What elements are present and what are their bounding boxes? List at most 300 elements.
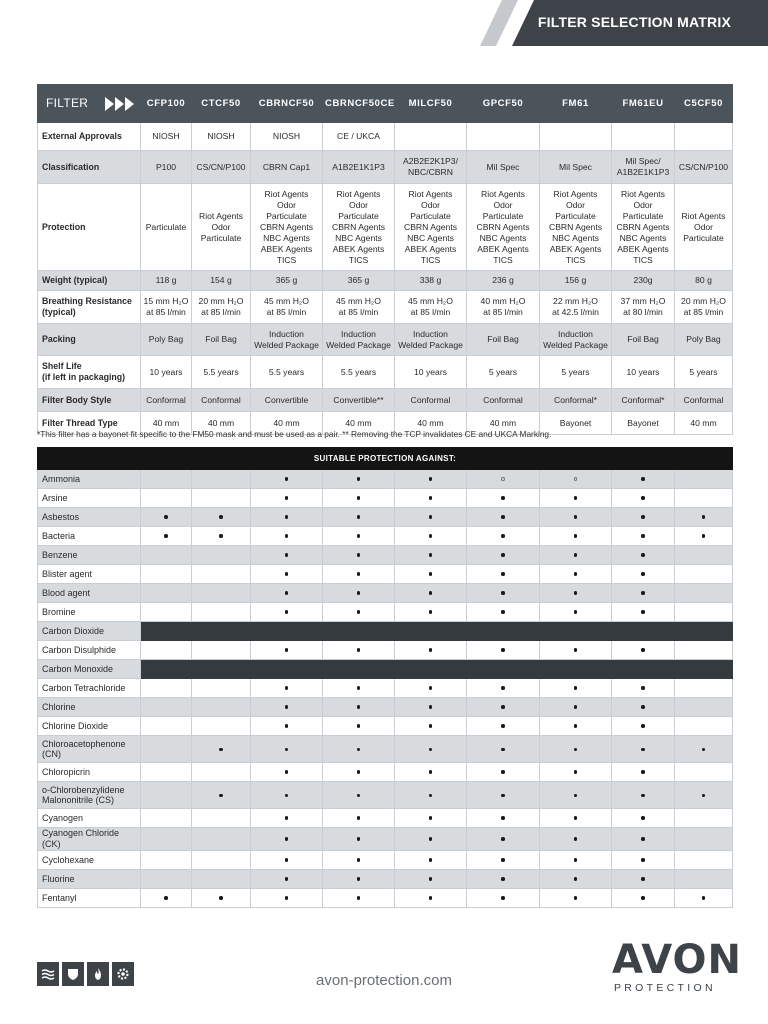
- protection-cell: [323, 603, 395, 622]
- suitable-dot-icon: [574, 591, 578, 595]
- spec-cell: Foil Bag: [467, 324, 540, 356]
- protection-cell: [675, 889, 733, 908]
- protection-cell: [141, 603, 192, 622]
- spec-cell: Riot Agents Odor Particulate CBRN Agents NBC Agents ABEK Agents TICS: [251, 184, 323, 271]
- protection-cell: [141, 546, 192, 565]
- protection-cell: [467, 828, 540, 851]
- protection-cell: [467, 470, 540, 489]
- suitable-dot-icon: [357, 686, 361, 690]
- protection-cell: [251, 489, 323, 508]
- protection-cell: [251, 508, 323, 527]
- suitable-dot-icon: [285, 477, 289, 481]
- protection-cell: [323, 828, 395, 851]
- spec-cell: 45 mm H₂O at 85 l/min: [251, 291, 323, 324]
- protection-row: [38, 565, 733, 584]
- spec-cell: 45 mm H₂O at 85 l/min: [323, 291, 395, 324]
- spec-cell: CE / UKCA: [323, 123, 395, 151]
- protection-cell: [612, 870, 675, 889]
- spec-row-label: Packing: [38, 324, 141, 356]
- spec-cell: CBRN Cap1: [251, 151, 323, 184]
- protection-row-label: Bromine: [38, 603, 141, 622]
- suitable-dot-icon: [429, 572, 433, 576]
- suitable-dot-icon: [285, 591, 289, 595]
- suitable-dot-icon: [641, 591, 645, 595]
- protection-cell: [540, 763, 612, 782]
- suitable-dot-icon: [357, 553, 361, 557]
- spec-table: [37, 84, 733, 435]
- suitable-dot-icon: [641, 648, 645, 652]
- protection-row-label: Ammonia: [38, 470, 141, 489]
- spec-row-label: External Approvals: [38, 123, 141, 151]
- protection-cell: [675, 584, 733, 603]
- protection-cell: [540, 470, 612, 489]
- protection-cell: [141, 736, 192, 763]
- protection-cell: [323, 470, 395, 489]
- spec-cell: Conformal: [192, 389, 251, 412]
- suitable-dot-icon: [219, 515, 223, 519]
- protection-cell: [675, 641, 733, 660]
- protection-cell: [612, 809, 675, 828]
- protection-cell: [675, 489, 733, 508]
- partial-ring-icon: [574, 477, 578, 481]
- protection-cell: [251, 809, 323, 828]
- protection-cell: [323, 870, 395, 889]
- column-header: CBRNCF50CE: [323, 85, 395, 123]
- protection-cell: [612, 641, 675, 660]
- protection-cell: [323, 641, 395, 660]
- protection-cell: [395, 470, 467, 489]
- protection-row: [38, 763, 733, 782]
- protection-cell: [467, 527, 540, 546]
- protection-cell: [395, 603, 467, 622]
- protection-cell: [323, 679, 395, 698]
- protection-cell: [467, 508, 540, 527]
- suitable-dot-icon: [429, 515, 433, 519]
- spec-cell: Induction Welded Package: [540, 324, 612, 356]
- protection-cell: [251, 763, 323, 782]
- protection-cell: [323, 736, 395, 763]
- suitable-dot-icon: [219, 748, 223, 752]
- spec-cell: [675, 123, 733, 151]
- protection-cell: [395, 736, 467, 763]
- column-header: GPCF50: [467, 85, 540, 123]
- protection-cell: [323, 489, 395, 508]
- suitable-dot-icon: [574, 534, 578, 538]
- spec-cell: 40 mm: [323, 412, 395, 435]
- spec-cell: Induction Welded Package: [251, 324, 323, 356]
- suitable-dot-icon: [285, 770, 289, 774]
- suitable-dot-icon: [641, 496, 645, 500]
- protection-cell: [141, 489, 192, 508]
- spec-cell: Convertible: [251, 389, 323, 412]
- protection-row-label: Benzene: [38, 546, 141, 565]
- protection-row: [38, 527, 733, 546]
- spec-cell: NIOSH: [251, 123, 323, 151]
- protection-cell: [141, 809, 192, 828]
- suitable-dot-icon: [702, 534, 706, 538]
- suitable-dot-icon: [641, 515, 645, 519]
- spec-cell: Poly Bag: [141, 324, 192, 356]
- suitable-dot-icon: [429, 896, 433, 900]
- protection-cell: [141, 584, 192, 603]
- spec-cell: 5 years: [540, 356, 612, 389]
- protection-cell: [467, 679, 540, 698]
- suitable-dot-icon: [501, 794, 505, 798]
- suitable-dot-icon: [501, 837, 505, 841]
- protection-cell: [192, 851, 251, 870]
- spec-cell: Foil Bag: [612, 324, 675, 356]
- spec-cell: 15 mm H₂O at 85 l/min: [141, 291, 192, 324]
- protection-cell: [323, 527, 395, 546]
- protection-cell: [540, 828, 612, 851]
- suitable-dot-icon: [501, 496, 505, 500]
- protection-cell: [540, 508, 612, 527]
- protection-cell: [675, 782, 733, 809]
- protection-cell: [395, 698, 467, 717]
- suitable-dot-icon: [357, 748, 361, 752]
- suitable-dot-icon: [501, 724, 505, 728]
- suitable-dot-icon: [219, 896, 223, 900]
- suitable-dot-icon: [641, 553, 645, 557]
- suitable-dot-icon: [357, 572, 361, 576]
- spec-cell: [612, 123, 675, 151]
- protection-cell: [675, 851, 733, 870]
- protection-cell: [251, 565, 323, 584]
- spec-cell: Riot Agents Odor Particulate: [192, 184, 251, 271]
- protection-row-label: Carbon Dioxide: [38, 622, 141, 641]
- suitable-dot-icon: [429, 477, 433, 481]
- spec-cell: Convertible**: [323, 389, 395, 412]
- suitable-dot-icon: [429, 534, 433, 538]
- protection-row-label: Carbon Tetrachloride: [38, 679, 141, 698]
- page-title: FILTER SELECTION MATRIX: [537, 14, 731, 30]
- spec-cell: Conformal: [395, 389, 467, 412]
- spec-cell: Riot Agents Odor Particulate CBRN Agents NBC Agents ABEK Agents TICS: [323, 184, 395, 271]
- protection-cell: [467, 851, 540, 870]
- protection-row-label: Fentanyl: [38, 889, 141, 908]
- spec-cell: Riot Agents Odor Particulate: [675, 184, 733, 271]
- protection-cell: [251, 603, 323, 622]
- spec-cell: 5.5 years: [192, 356, 251, 389]
- suitable-dot-icon: [164, 515, 168, 519]
- protection-cell: [467, 641, 540, 660]
- spec-cell: 40 mm: [141, 412, 192, 435]
- protection-cell: [675, 565, 733, 584]
- suitable-dot-icon: [285, 496, 289, 500]
- protection-cell: [192, 489, 251, 508]
- protection-table: [37, 447, 733, 908]
- suitable-dot-icon: [501, 610, 505, 614]
- spec-row-label: Filter Body Style: [38, 389, 141, 412]
- spec-cell: Mil Spec/ A1B2E1K1P3: [612, 151, 675, 184]
- protection-cell: [251, 584, 323, 603]
- protection-cell: [467, 698, 540, 717]
- protection-cell: [141, 870, 192, 889]
- protection-row: [38, 508, 733, 527]
- protection-cell: [675, 527, 733, 546]
- spec-cell: Bayonet: [540, 412, 612, 435]
- protection-row-label: Fluorine: [38, 870, 141, 889]
- suitable-dot-icon: [501, 705, 505, 709]
- protection-cell: [192, 717, 251, 736]
- suitable-dot-icon: [285, 858, 289, 862]
- suitable-dot-icon: [429, 553, 433, 557]
- logo-word: AVON: [612, 937, 742, 983]
- suitable-dot-icon: [641, 534, 645, 538]
- protection-header-row: [38, 448, 733, 470]
- protection-cell: [395, 889, 467, 908]
- spec-cell: A2B2E2K1P3/ NBC/CBRN: [395, 151, 467, 184]
- spec-cell: Riot Agents Odor Particulate CBRN Agents NBC Agents ABEK Agents TICS: [540, 184, 612, 271]
- suitable-dot-icon: [357, 705, 361, 709]
- spec-cell: 80 g: [675, 271, 733, 291]
- suitable-dot-icon: [285, 748, 289, 752]
- suitable-dot-icon: [574, 705, 578, 709]
- suitable-dot-icon: [429, 794, 433, 798]
- suitable-dot-icon: [574, 648, 578, 652]
- website-url[interactable]: avon-protection.com: [316, 972, 452, 989]
- suitable-dot-icon: [357, 515, 361, 519]
- protection-cell: [395, 782, 467, 809]
- suitable-dot-icon: [429, 724, 433, 728]
- protection-cell: [251, 736, 323, 763]
- protection-cell: [612, 889, 675, 908]
- spec-row-label: Filter Thread Type: [38, 412, 141, 435]
- protection-table-body: [38, 470, 733, 908]
- suitable-dot-icon: [641, 724, 645, 728]
- protection-cell: [323, 782, 395, 809]
- protection-cell: [323, 584, 395, 603]
- suitable-dot-icon: [285, 816, 289, 820]
- protection-cell: [192, 508, 251, 527]
- protection-cell: [192, 698, 251, 717]
- protection-cell: [395, 641, 467, 660]
- suitable-dot-icon: [641, 770, 645, 774]
- protection-cell: [192, 889, 251, 908]
- spec-row: [38, 356, 733, 389]
- suitable-dot-icon: [641, 572, 645, 576]
- spec-cell: Conformal: [467, 389, 540, 412]
- suitable-dot-icon: [357, 724, 361, 728]
- protection-cell: [612, 584, 675, 603]
- suitable-dot-icon: [285, 896, 289, 900]
- protection-cell: [251, 870, 323, 889]
- suitable-dot-icon: [501, 748, 505, 752]
- suitable-dot-icon: [285, 877, 289, 881]
- spec-cell: 118 g: [141, 271, 192, 291]
- column-header: CFP100: [141, 85, 192, 123]
- column-header: FM61EU: [612, 85, 675, 123]
- protection-cell: [192, 809, 251, 828]
- spec-cell: 5 years: [467, 356, 540, 389]
- protection-cell: [467, 565, 540, 584]
- protection-cell: [467, 889, 540, 908]
- protection-row-label: Carbon Monoxide: [38, 660, 141, 679]
- spec-cell: Mil Spec: [540, 151, 612, 184]
- spec-row: [38, 324, 733, 356]
- filter-header: [38, 85, 141, 123]
- logo-sub: PROTECTION: [614, 982, 716, 994]
- protection-cell: [251, 851, 323, 870]
- protection-cell: [192, 782, 251, 809]
- protection-cell: [467, 546, 540, 565]
- protection-cell: [612, 565, 675, 584]
- suitable-dot-icon: [357, 477, 361, 481]
- protection-row: [38, 641, 733, 660]
- suitable-dot-icon: [501, 572, 505, 576]
- suitable-dot-icon: [219, 534, 223, 538]
- protection-cell: [192, 603, 251, 622]
- spec-row: [38, 389, 733, 412]
- protection-cell: [540, 603, 612, 622]
- protection-row-label: Cyclohexane: [38, 851, 141, 870]
- suitable-dot-icon: [357, 837, 361, 841]
- suitable-dot-icon: [501, 896, 505, 900]
- spec-cell: NIOSH: [141, 123, 192, 151]
- spec-cell: Foil Bag: [192, 324, 251, 356]
- suitable-dot-icon: [285, 837, 289, 841]
- protection-cell: [192, 565, 251, 584]
- protection-cell: [141, 527, 192, 546]
- protection-cell: [612, 470, 675, 489]
- suitable-dot-icon: [641, 877, 645, 881]
- suitable-dot-icon: [702, 748, 706, 752]
- protection-cell: [675, 603, 733, 622]
- protection-cell: [467, 489, 540, 508]
- suitable-dot-icon: [429, 770, 433, 774]
- suitable-dot-icon: [702, 794, 706, 798]
- protection-row-label: Chloropicrin: [38, 763, 141, 782]
- suitable-dot-icon: [285, 686, 289, 690]
- protection-cell: [467, 763, 540, 782]
- protection-cell: [395, 489, 467, 508]
- suitable-dot-icon: [285, 534, 289, 538]
- suitable-dot-icon: [574, 572, 578, 576]
- protection-cell: [395, 717, 467, 736]
- suitable-dot-icon: [702, 515, 706, 519]
- spec-row-label: Protection: [38, 184, 141, 271]
- spec-row-label: Classification: [38, 151, 141, 184]
- spec-cell: 5.5 years: [323, 356, 395, 389]
- suitable-dot-icon: [429, 816, 433, 820]
- protection-cell: [141, 851, 192, 870]
- suitable-dot-icon: [357, 610, 361, 614]
- column-header: MILCF50: [395, 85, 467, 123]
- suitable-dot-icon: [501, 858, 505, 862]
- protection-cell: [612, 603, 675, 622]
- protection-row: [38, 584, 733, 603]
- protection-cell: [251, 470, 323, 489]
- protection-cell: [141, 782, 192, 809]
- protection-cell: [612, 679, 675, 698]
- arrows-icon: [104, 97, 134, 111]
- protection-cell: [540, 679, 612, 698]
- suitable-dot-icon: [285, 553, 289, 557]
- partial-ring-icon: [501, 477, 505, 481]
- protection-cell: [540, 489, 612, 508]
- protection-row-label: Arsine: [38, 489, 141, 508]
- protection-cell: [395, 679, 467, 698]
- spec-cell: 45 mm H₂O at 85 l/min: [395, 291, 467, 324]
- spec-row: [38, 271, 733, 291]
- spec-cell: P100: [141, 151, 192, 184]
- protection-cell: [467, 717, 540, 736]
- protection-cell: [395, 546, 467, 565]
- protection-cell: [612, 546, 675, 565]
- protection-cell: [141, 565, 192, 584]
- protection-cell: [540, 809, 612, 828]
- protection-cell: [467, 870, 540, 889]
- suitable-dot-icon: [501, 816, 505, 820]
- suitable-dot-icon: [429, 858, 433, 862]
- protection-cell: [141, 763, 192, 782]
- suitable-dot-icon: [357, 794, 361, 798]
- protection-cell: [192, 546, 251, 565]
- suitable-dot-icon: [429, 648, 433, 652]
- protection-cell: [467, 809, 540, 828]
- protection-cell: [540, 851, 612, 870]
- spec-cell: Conformal: [675, 389, 733, 412]
- spec-cell: A1B2E1K1P3: [323, 151, 395, 184]
- protection-cell: [323, 565, 395, 584]
- suitable-dot-icon: [429, 591, 433, 595]
- protection-cell: [467, 603, 540, 622]
- avon-logo: [612, 937, 742, 994]
- suitable-dot-icon: [501, 648, 505, 652]
- protection-cell: [675, 698, 733, 717]
- suitable-dot-icon: [429, 748, 433, 752]
- suitable-dot-icon: [641, 794, 645, 798]
- spec-cell: 40 mm H₂O at 85 l/min: [467, 291, 540, 324]
- protection-row: [38, 660, 733, 679]
- suitable-dot-icon: [357, 896, 361, 900]
- spec-row-label: Weight (typical): [38, 271, 141, 291]
- protection-cell: [675, 717, 733, 736]
- protection-row: [38, 736, 733, 763]
- suitable-dot-icon: [641, 477, 645, 481]
- protection-cell: [395, 565, 467, 584]
- protection-cell: [675, 736, 733, 763]
- filter-label: FILTER: [46, 95, 89, 110]
- spec-cell: Conformal*: [612, 389, 675, 412]
- protection-cell: [395, 851, 467, 870]
- suitable-dot-icon: [285, 794, 289, 798]
- protection-cell: [192, 527, 251, 546]
- protection-cell: [251, 782, 323, 809]
- protection-cell: [540, 870, 612, 889]
- suitable-dot-icon: [164, 534, 168, 538]
- protection-cell: [395, 584, 467, 603]
- spec-cell: 20 mm H₂O at 85 l/min: [675, 291, 733, 324]
- suitable-dot-icon: [574, 794, 578, 798]
- protection-cell: [540, 889, 612, 908]
- protection-cell: [192, 736, 251, 763]
- protection-row: [38, 717, 733, 736]
- column-header: CBRNCF50: [251, 85, 323, 123]
- spec-cell: 10 years: [141, 356, 192, 389]
- spec-cell: Conformal*: [540, 389, 612, 412]
- suitable-dot-icon: [501, 877, 505, 881]
- protection-cell: [467, 584, 540, 603]
- protection-cell: [395, 809, 467, 828]
- protection-cell: [323, 508, 395, 527]
- protection-cell: [323, 698, 395, 717]
- protection-row-label: Carbon Disulphide: [38, 641, 141, 660]
- spec-cell: 230g: [612, 271, 675, 291]
- column-header: C5CF50: [675, 85, 733, 123]
- protection-cell: [540, 527, 612, 546]
- protection-cell: [192, 641, 251, 660]
